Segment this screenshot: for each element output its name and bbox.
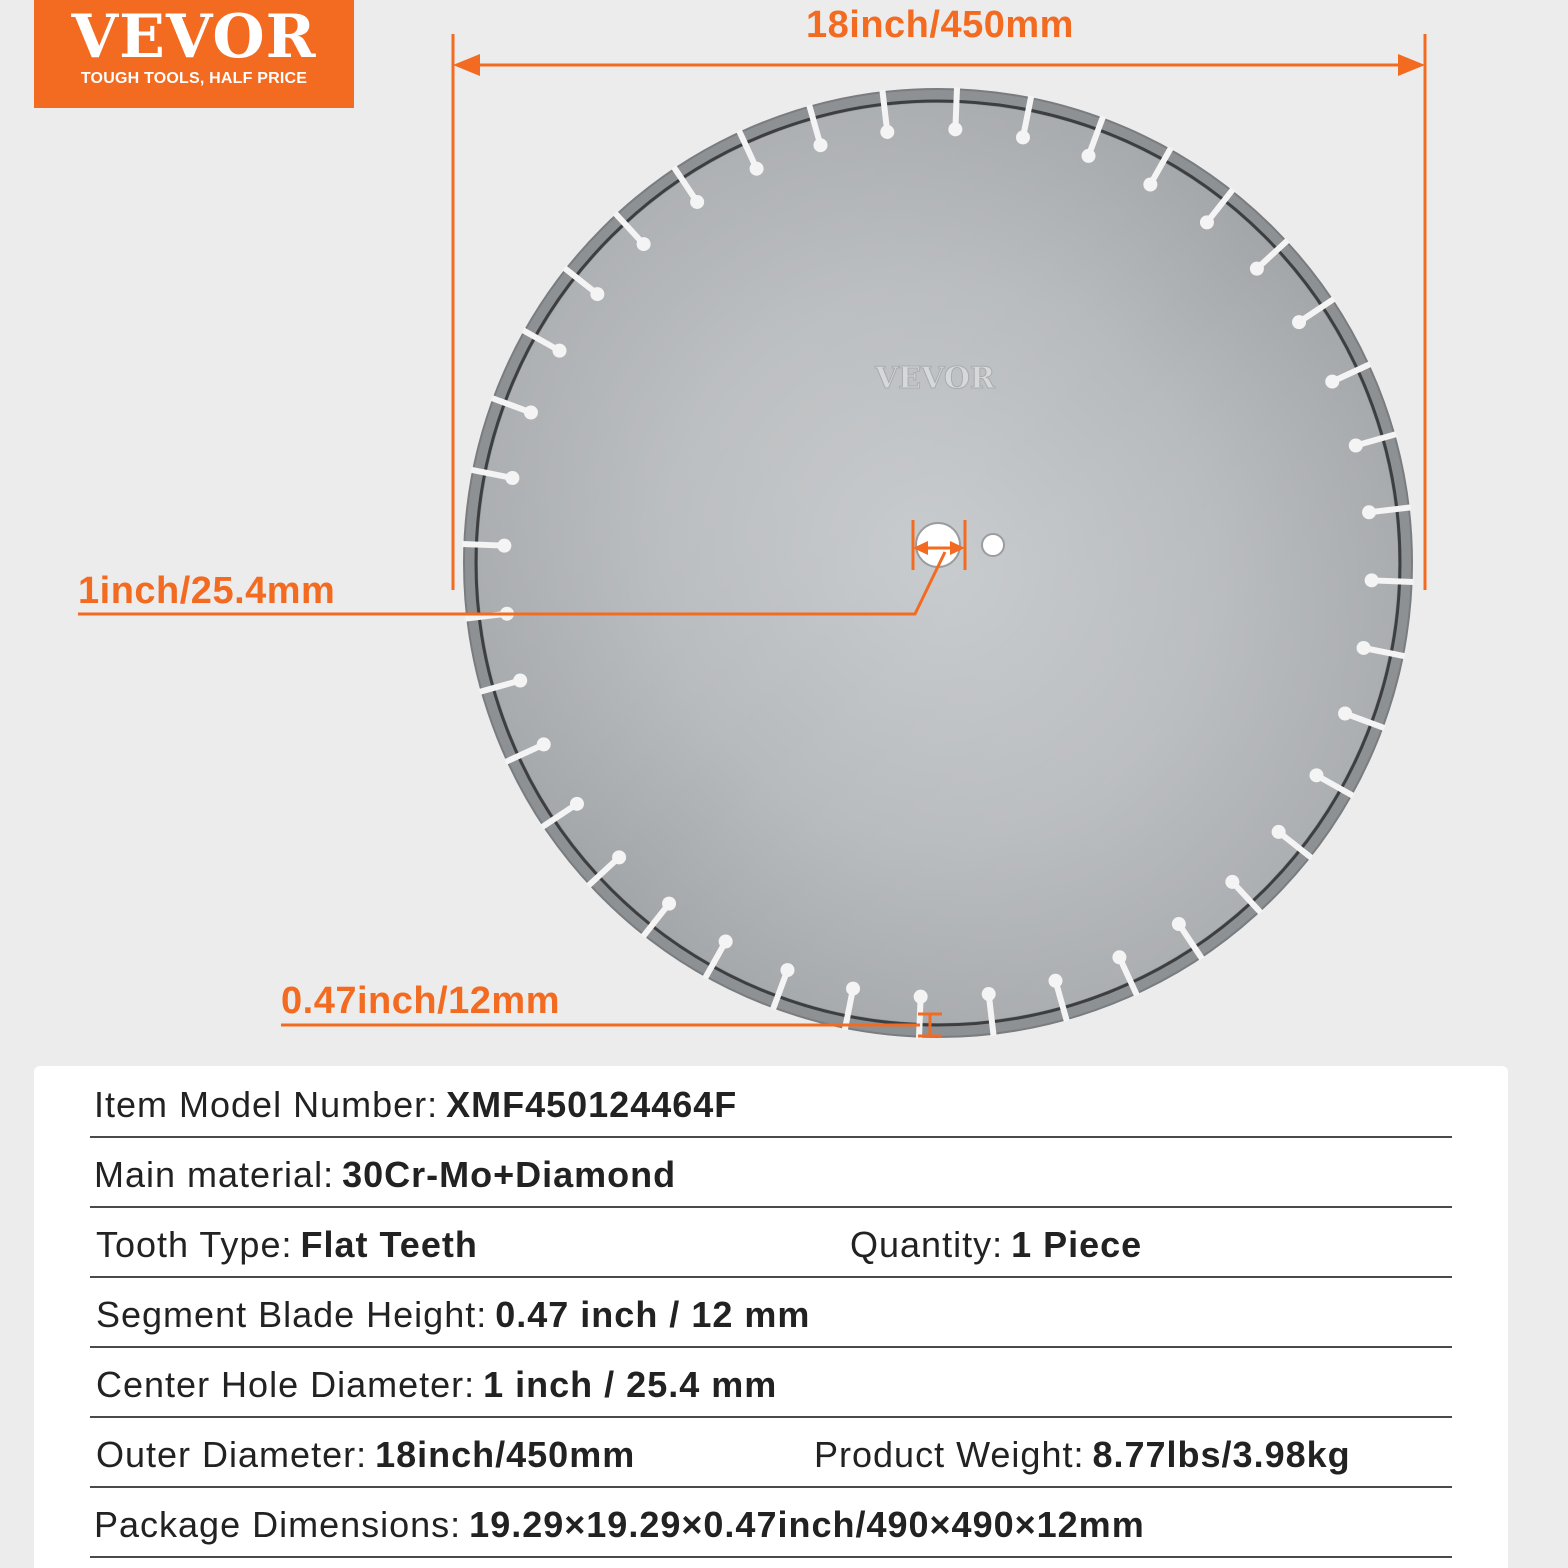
gullet-hole [1292,315,1306,329]
gullet-hole [1250,262,1264,276]
spec-table [34,1066,1508,1568]
gullet-hole [948,122,962,136]
spec-value: 1 inch / 25.4 mm [483,1364,778,1405]
spec-value: Flat Teeth [300,1224,478,1265]
brand-tagline: TOUGH TOOLS, HALF PRICE [80,70,308,87]
spec-row-tooth-quantity [90,1206,1452,1278]
spec-value: XMF450124464F [446,1084,738,1125]
gullet-hole [662,897,676,911]
gullet-hole [537,737,551,751]
center-hole-label: 1inch/25.4mm [78,570,336,612]
spec-key: Segment Blade Height: [96,1294,488,1335]
gullet-hole [497,539,511,553]
spec-value: 0.47 inch / 12 mm [495,1294,811,1335]
gullet-slot [955,87,957,127]
gullet-hole [846,982,860,996]
gullet-hole [1143,177,1157,191]
gullet-slot [1374,580,1414,582]
spec-key: Item Model Number: [94,1084,439,1125]
gullet-hole [1310,768,1324,782]
outer-arrow-left [453,54,480,76]
outer-diameter-label: 18inch/450mm [806,4,1074,46]
gullet-hole [982,987,996,1001]
gullet-hole [1349,438,1363,452]
gullet-hole [1082,149,1096,163]
spec-row-diameter-weight [90,1416,1452,1488]
spec-row-model [90,1066,1452,1138]
gullet-hole [637,237,651,251]
pin-hole [982,534,1004,556]
gullet-hole [813,138,827,152]
gullet-hole [1365,573,1379,587]
outer-arrow-right [1398,54,1425,76]
spec-key: Tooth Type: [96,1224,293,1265]
spec-value: 18inch/450mm [375,1434,636,1475]
gullet-hole [780,963,794,977]
brand-name: VEVOR [71,2,317,72]
spec-key: Outer Diameter: [96,1434,368,1475]
gullet-hole [1016,130,1030,144]
gullet-hole [505,471,519,485]
gullet-hole [1272,825,1286,839]
gullet-hole [880,125,894,139]
gullet-hole [1112,950,1126,964]
gullet-hole [690,195,704,209]
gullet-hole [552,344,566,358]
gullet-hole [1325,375,1339,389]
blade-logo: VEVOR [875,361,995,396]
spec-value: 30Cr-Mo+Diamond [342,1154,677,1195]
gullet-hole [1338,707,1352,721]
spec-key: Product Weight: [814,1434,1085,1475]
spec-key: Center Hole Diameter: [96,1364,476,1405]
gullet-hole [513,674,527,688]
spec-row-center-hole [90,1346,1452,1418]
gullet-hole [914,990,928,1004]
gullet-hole [1362,505,1376,519]
spec-key: Main material: [94,1154,335,1195]
gullet-hole [590,287,604,301]
spec-row-material [90,1136,1452,1208]
gullet-slot [462,544,502,546]
gullet-hole [1357,641,1371,655]
gullet-slot [919,999,921,1039]
gullet-hole [1172,917,1186,931]
spec-key: Quantity: [850,1224,1004,1265]
spec-row-package [90,1486,1452,1558]
gullet-hole [719,935,733,949]
spec-value: 8.77lbs/3.98kg [1092,1434,1351,1475]
gullet-hole [612,850,626,864]
segment-height-label: 0.47inch/12mm [281,980,560,1022]
spec-key: Package Dimensions: [94,1504,462,1545]
gullet-hole [1049,974,1063,988]
spec-value: 19.29×19.29×0.47inch/490×490×12mm [469,1504,1145,1545]
gullet-hole [750,162,764,176]
gullet-hole [1200,215,1214,229]
gullet-hole [1225,875,1239,889]
spec-value: 1 Piece [1011,1224,1143,1265]
gullet-hole [524,405,538,419]
gullet-hole [570,797,584,811]
spec-row-segment-height [90,1276,1452,1348]
